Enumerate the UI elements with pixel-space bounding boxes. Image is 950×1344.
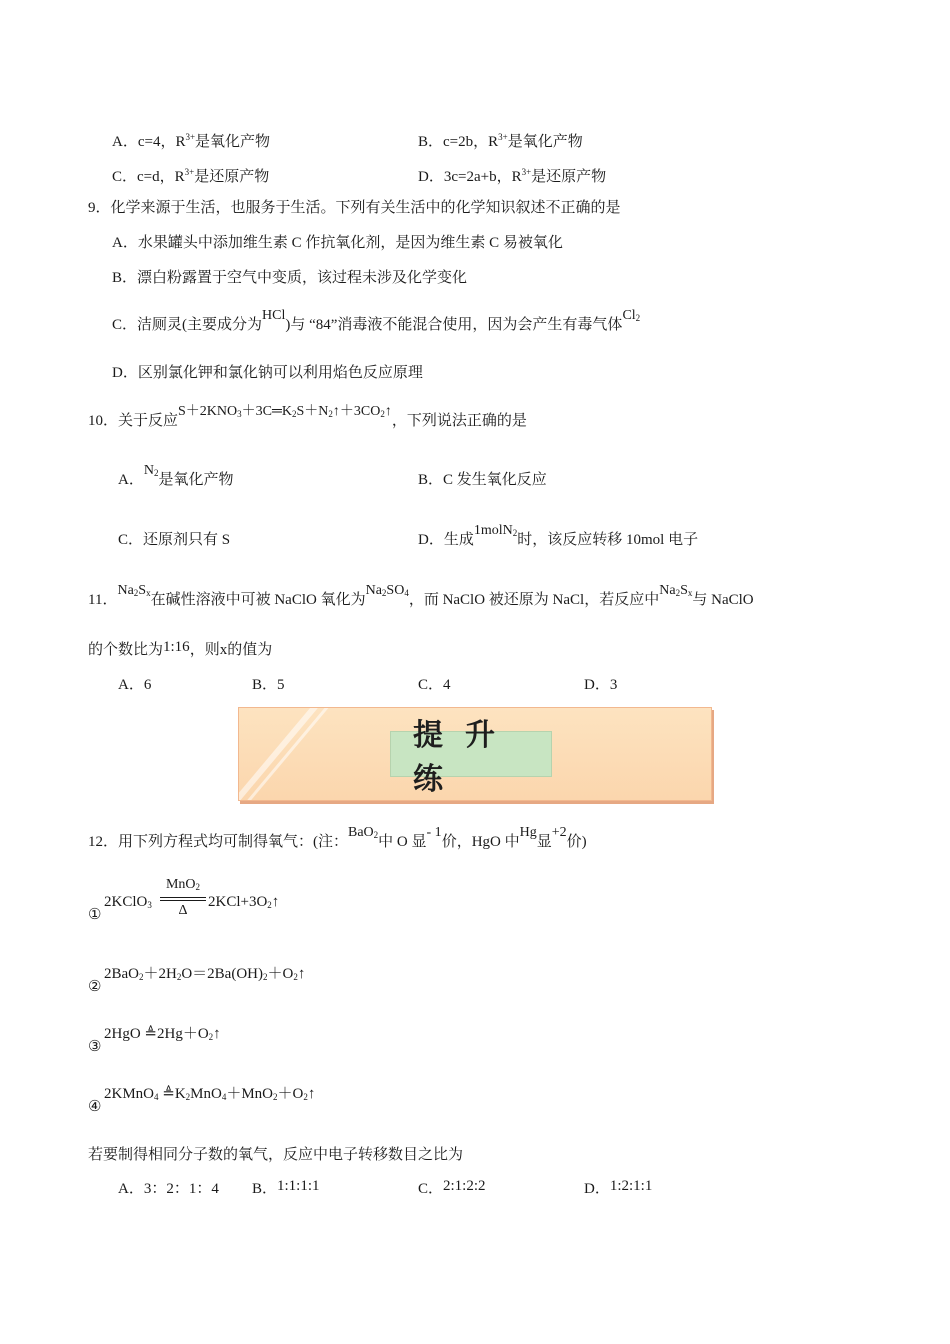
eq1-label: ①	[88, 907, 102, 923]
eq1-reactant: 2KClO$_3$	[104, 894, 152, 910]
q9-option-a: A．水果罐头中添加维生素 C 作抗氧化剂，是因为维生素 C 易被氧化	[112, 235, 563, 251]
q8-option-b: B．c=2b，$R^{3+}$是氧化产物	[418, 132, 583, 150]
section-banner	[238, 707, 712, 801]
eq3-equation: 2HgO $≜2Hg+O_2↑$	[104, 1026, 221, 1042]
eq1-product: $2KCl+3O_2↑$	[208, 894, 280, 910]
q11-stem-line2: 的个数比为1:16，则x的值为	[88, 639, 273, 658]
q9-option-c: C．洁厕灵(主要成分为HCl)与 “84”消毒液不能混合使用，因为会产生有毒气体$Cl_2$	[112, 308, 641, 333]
q9-stem: 9．化学来源于生活，也服务于生活。下列有关生活中的化学知识叙述不正确的是	[88, 200, 621, 216]
banner-title-box	[390, 718, 552, 797]
eq2-equation: $2BaO_2+2H_2O=2Ba(OH)_2+O_2↑$	[104, 966, 306, 982]
q11-option-a: A．6	[118, 677, 152, 693]
q9-option-d: D．区别氯化钾和氯化钠可以利用焰色反应原理	[112, 365, 423, 381]
q8-option-a: A．c=4，$R^{3+}$是氧化产物	[112, 132, 271, 150]
q10-option-b: B．C 发生氧化反应	[418, 472, 547, 488]
q11-option-c: C．4	[418, 677, 451, 693]
q12-stem: 12．用下列方程式均可制得氧气：(注：BaO$_2$中 O 显- 1价，HgO 中Hg显+2价)	[88, 825, 587, 850]
banner-title: 提升练	[413, 718, 517, 797]
q11-option-d: D．3	[584, 677, 618, 693]
q9-option-b: B．漂白粉露置于空气中变质，该过程未涉及化学变化	[112, 270, 468, 286]
q10-equation: $S+2KNO_3+3C═K_2S+N_2↑+3CO_2↑$	[178, 404, 392, 419]
q10-stem: 10．关于反应$S+2KNO_3+3C═K_2S+N_2↑+3CO_2↑$，下列说法正确的是	[88, 404, 527, 429]
eq4-equation: 2KMnO$_4$ $≜K_2MnO_4+MnO_2+O_2↑$	[104, 1086, 316, 1102]
q12-option-c: C．2:1:2:2	[418, 1178, 486, 1197]
banner-stripe	[238, 707, 319, 801]
q11-stem-line1: 11．$Na_2S_x$在碱性溶液中可被 NaClO 氧化为$Na_2SO_4$，而 NaClO 被还原为 NaCl，若反应中$Na_2S_x$与 NaClO	[88, 583, 754, 608]
q10-option-d: D．生成1molN$_2$时，该反应转移 10mol 电子	[418, 523, 699, 548]
eq2-label: ②	[88, 979, 102, 995]
eq1-condition: MnO$_2$ Δ	[160, 877, 206, 919]
q11-option-b: B．5	[252, 677, 285, 693]
q12-option-d: D．1:2:1:1	[584, 1178, 653, 1197]
q12-question: 若要制得相同分子数的氧气，反应中电子转移数目之比为	[88, 1147, 464, 1163]
eq4-label: ④	[88, 1099, 102, 1115]
q8-option-c: C．c=d，$R^{3+}$是还原产物	[112, 167, 270, 185]
q8-option-d: D．3c=2a+b，$R^{3+}$是还原产物	[418, 167, 607, 185]
q10-option-a: A．$N_2$是氧化产物	[118, 463, 234, 488]
q10-option-c: C．还原剂只有 S	[118, 532, 231, 548]
eq3-label: ③	[88, 1039, 102, 1055]
q12-option-a: A．3：2：1：4	[118, 1181, 219, 1197]
q12-option-b: B．1:1:1:1	[252, 1178, 320, 1197]
banner-stripe	[238, 707, 330, 801]
